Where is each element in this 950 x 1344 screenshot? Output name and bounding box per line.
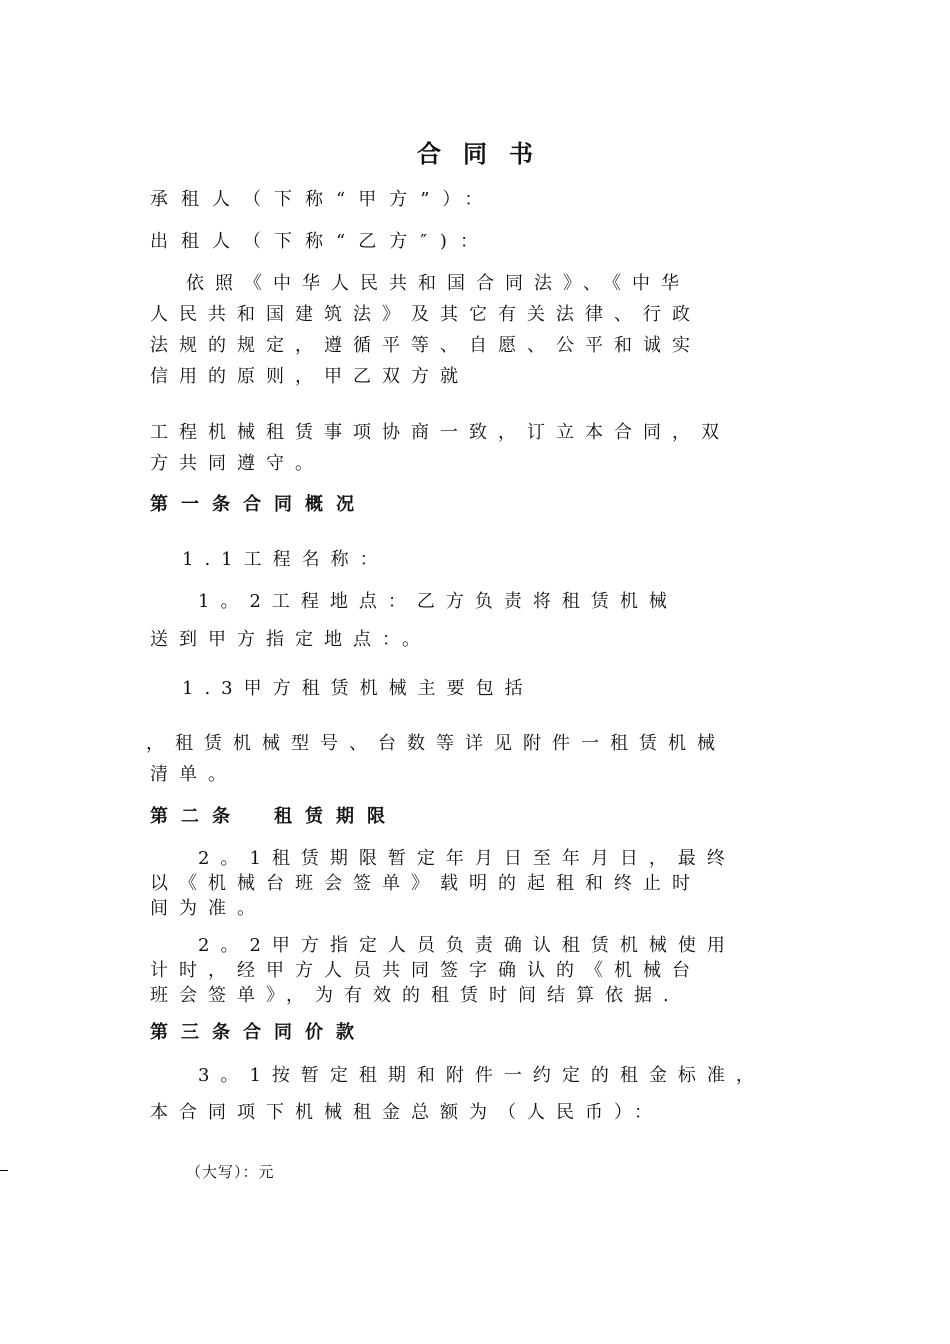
item-2-2-line-1: 2。2甲方指定人员负责确认租赁机械使用 bbox=[198, 935, 736, 956]
item-2-2-line-3: 班会签单》，为有效的租赁时间结算依据. bbox=[150, 985, 680, 1006]
item-2-1-line-2: 以《机械台班会签单》载明的起租和终止时 bbox=[150, 873, 701, 894]
item-3-1-line-1: 3。1按暂定租期和附件一约定的租金标准， bbox=[198, 1065, 765, 1086]
article3-heading: 第三条合同价款 bbox=[150, 1022, 367, 1043]
margin-mark bbox=[0, 1170, 8, 1171]
item-2-2-line-2: 计时，经甲方人员共同签字确认的《机械台 bbox=[150, 960, 701, 981]
intro-line-3: 法规的规定，遵循平等、自愿、公平和诚实 bbox=[150, 335, 701, 356]
article2-heading: 第二条 租赁期限 bbox=[150, 806, 398, 827]
lessor-line: 承租人（下称“甲方”）： bbox=[150, 189, 496, 210]
intro-line-1: 依照《中华人民共和国合同法》、《中华 bbox=[186, 273, 690, 294]
item-3-1-line-2: 本合同项下机械租金总额为（人民币）： bbox=[150, 1102, 663, 1123]
intro-line-4: 信用的原则，甲乙双方就 bbox=[150, 366, 469, 387]
intro-line-2: 人民共和国建筑法》及其它有关法律、行政 bbox=[150, 304, 701, 325]
item-1-3-cont-line-2: 清单。 bbox=[150, 764, 237, 785]
item-2-1-line-3: 间为准。 bbox=[150, 898, 266, 919]
item-1-3-cont-line-1: ，租赁机械型号、台数等详见附件一租赁机械 bbox=[146, 733, 726, 754]
intro-cont-line-1: 工程机械租赁事项协商一致，订立本合同，双 bbox=[150, 422, 730, 443]
intro-cont-line-2: 方共同遵守。 bbox=[150, 453, 324, 474]
item-2-1-line-1: 2。1租赁期限暂定年月日至年月日，最终 bbox=[198, 848, 736, 869]
item-1-3: 1.3甲方租赁机械主要包括 bbox=[182, 678, 534, 699]
item-1-2: 1。2工程地点：乙方负责将租赁机械 bbox=[198, 591, 678, 612]
amount-in-words: （大写）：元 bbox=[186, 1163, 275, 1181]
article1-heading: 第一条合同概况 bbox=[150, 494, 367, 515]
lessee-line: 出租人（下称“乙方″)： bbox=[150, 231, 491, 252]
document-title: 合同书 bbox=[417, 139, 555, 168]
item-1-2-cont: 送到甲方指定地点：。 bbox=[150, 629, 431, 650]
item-1-1: 1.1工程名称： bbox=[182, 549, 389, 570]
